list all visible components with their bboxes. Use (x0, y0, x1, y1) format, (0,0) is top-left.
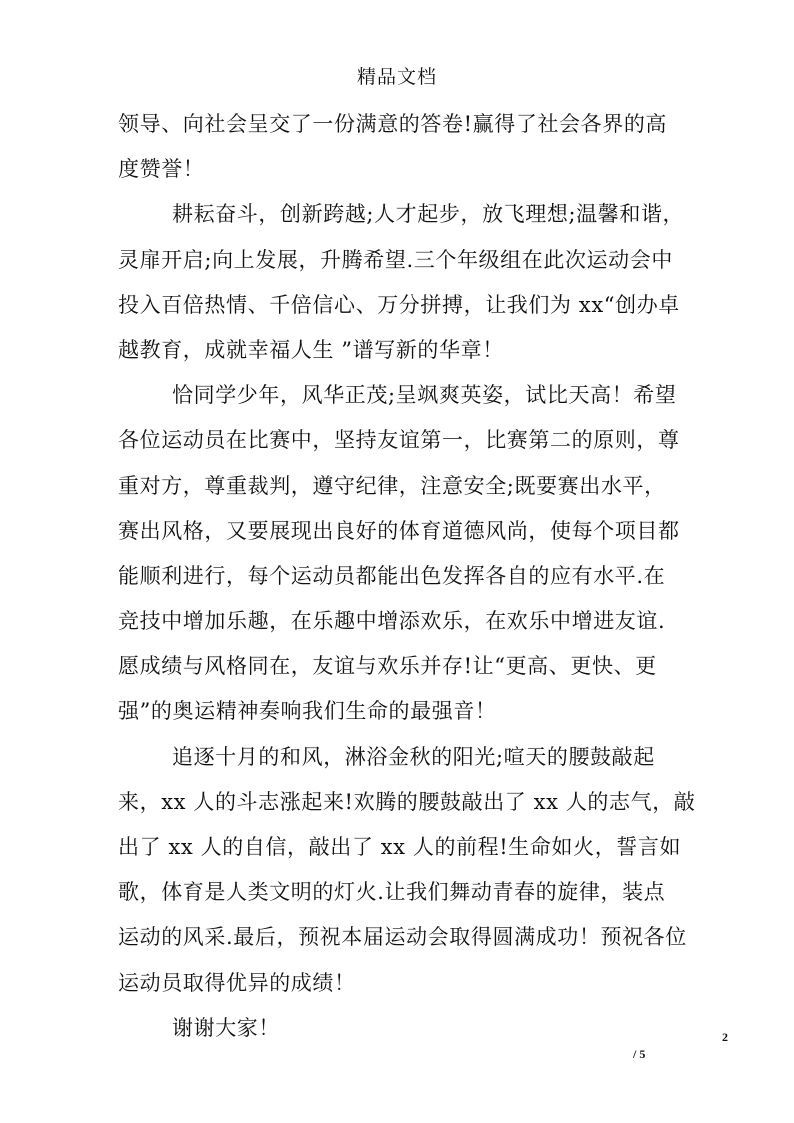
paragraph-start-line: 追逐十月的和风，淋浴金秋的阳光;喧天的腰鼓敲起 (172, 744, 655, 769)
page-number: 2 (722, 1030, 728, 1044)
paragraph-start-line: 耕耘奋斗，创新跨越;人才起步，放飞理想;温馨和谐， (172, 202, 685, 227)
document-body (118, 102, 696, 1051)
text-line: 赛出风格，又要展现出良好的体育道德风尚，使每个项目都 (118, 518, 680, 543)
text-line: 各位运动员在比赛中，坚持友谊第一，比赛第二的原则，尊 (118, 428, 680, 453)
closing-line: 谢谢大家！ (172, 1015, 280, 1040)
text-line: 投入百倍热情、千倍信心、万分拼搏，让我们为 xx“创办卓 (118, 292, 680, 317)
text-line: 领导、向社会呈交了一份满意的答卷!赢得了社会各界的高 (118, 112, 668, 136)
text-line: 能顺利进行，每个运动员都能出色发挥各自的应有水平.在 (118, 563, 666, 588)
text-line: 度赞誉！ (118, 157, 205, 182)
text-line: 重对方，尊重裁判，遵守纪律，注意安全;既要赛出水平， (118, 473, 666, 498)
text-line: 运动员取得优异的成绩！ (118, 970, 356, 995)
page-header-title: 精品文档 (356, 66, 437, 88)
text-line: 出了 xx 人的自信，敲出了 xx 人的前程!生命如火，誓言如 (118, 835, 682, 859)
text-line: 越教育，成就幸福人生 ”谱写新的华章！ (118, 337, 504, 362)
page-total: / 5 (633, 1047, 646, 1061)
text-line: 灵扉开启;向上发展，升腾希望.三个年级组在此次运动会中 (118, 247, 673, 272)
text-line: 歌，体育是人类文明的灯火.让我们舞动青春的旋律，装点 (118, 880, 666, 905)
text-line: 运动的风采.最后，预祝本届运动会取得圆满成功！预祝各位 (118, 925, 687, 950)
text-line: 来，xx 人的斗志涨起来!欢腾的腰鼓敲出了 xx 人的志气，敲 (118, 789, 696, 814)
text-line: 强”的奥运精神奏响我们生命的最强音！ (118, 699, 497, 724)
text-line: 竞技中增加乐趣，在乐趣中增添欢乐，在欢乐中增进友谊. (118, 609, 666, 634)
paragraph-start-line: 恰同学少年，风华正茂;呈飒爽英姿，试比天高！希望 (172, 383, 677, 408)
text-line: 愿成绩与风格同在，友谊与欢乐并存!让“更高、更快、更 (118, 654, 657, 679)
